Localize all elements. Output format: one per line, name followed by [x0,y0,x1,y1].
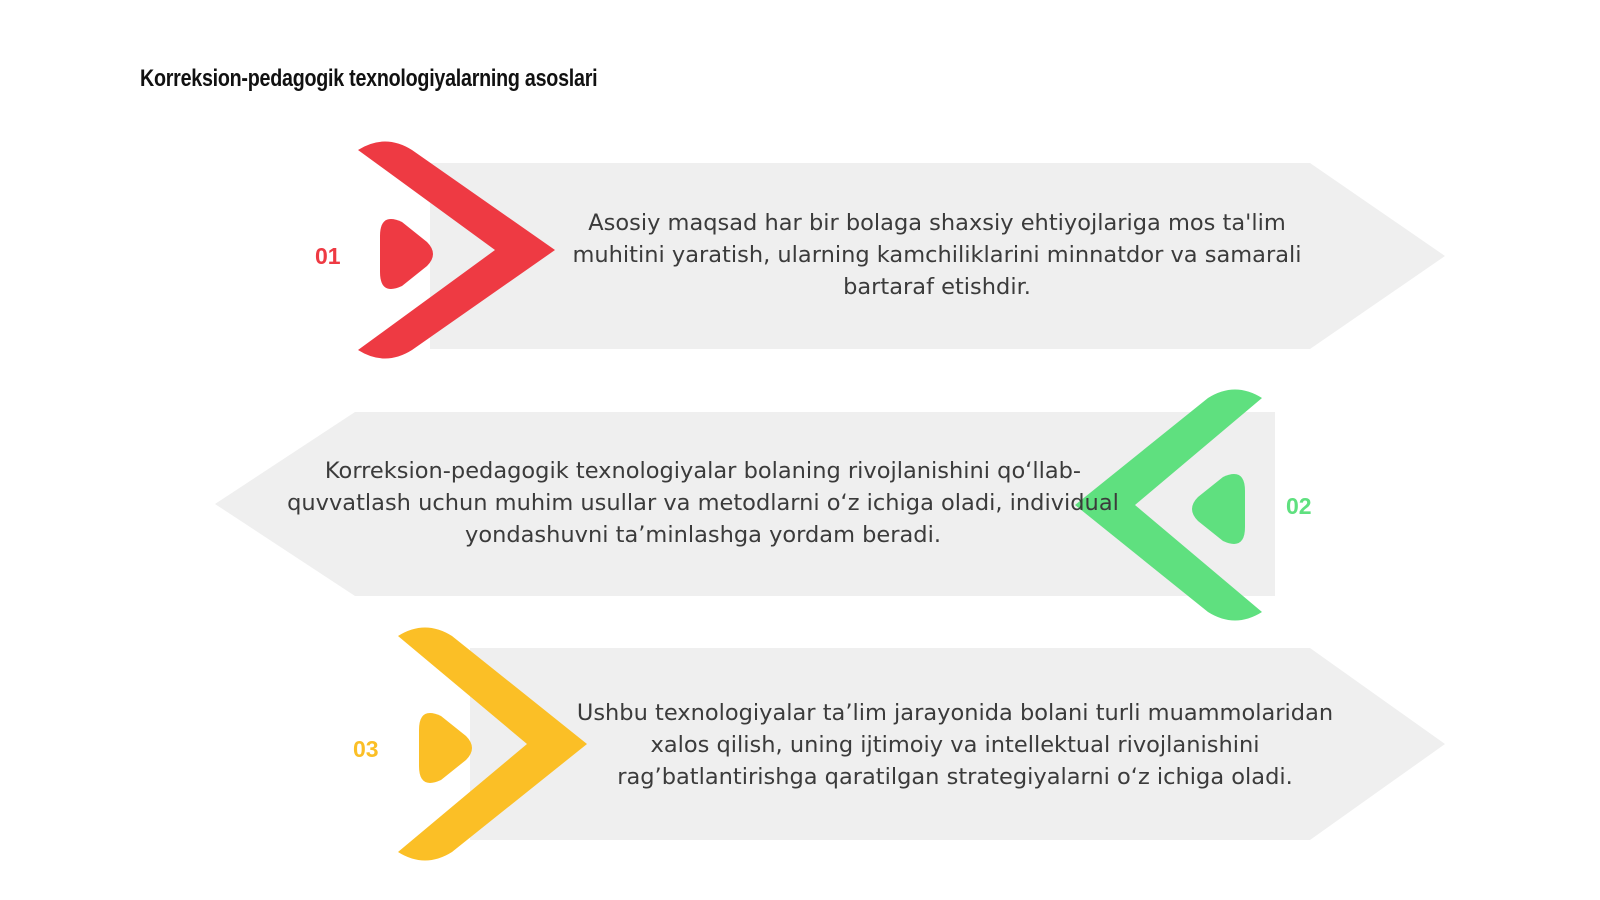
step-1-play-icon [380,219,433,289]
step-3-text: Ushbu texnologiyalar ta’lim jarayonida bolani turli muammolaridan xalos qilish, uning ijtimoiy va intellektual rivojlanishini rag’batlantirishga qaratilgan strategiyalarni o‘z ichiga oladi. [576,700,1334,790]
step-3-number: 03 [353,736,379,762]
step-1-text: Asosiy maqsad har bir bolaga shaxsiy ehtiyojlariga mos ta'lim muhitini yaratish, ularning kamchiliklarini minnatdor va samarali bartaraf etishdir. [572,210,1302,300]
page-title: Korreksion-pedagogik texnologiyalarning asoslari [140,65,598,92]
step-3-play-icon [419,713,472,783]
step-2-text: Korreksion-pedagogik texnologiyalar bolaning rivojlanishini qo‘llab-quvvatlash uchun muhim usullar va metodlarni o‘z ichiga oladi, individual yondashuvni ta’minlashga yordam beradi. [287,458,1119,548]
step-2-number: 02 [1286,493,1312,519]
step-1-number: 01 [315,243,341,269]
